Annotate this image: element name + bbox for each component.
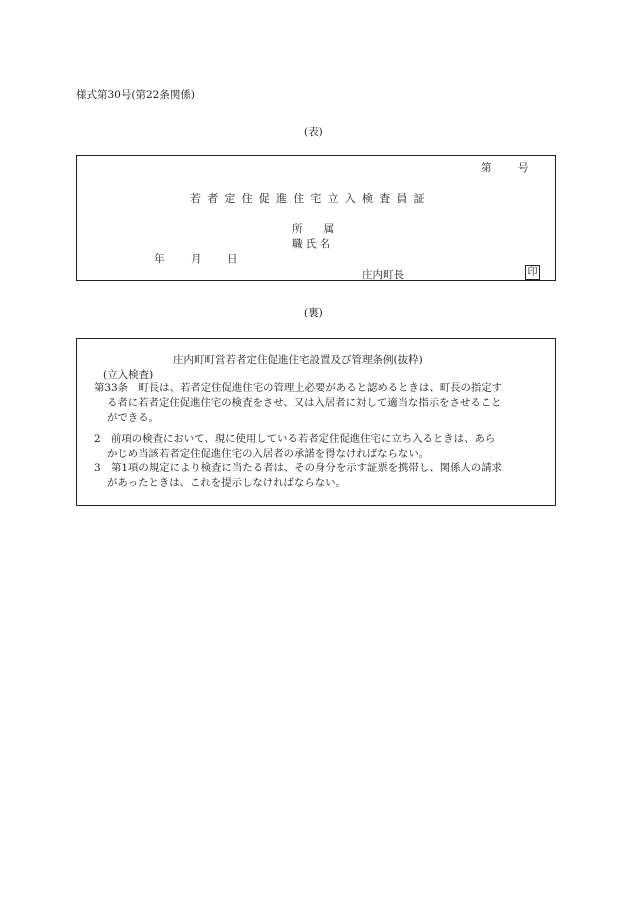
date-day: 日 — [227, 253, 238, 265]
article-33-line-2: る者に若者定住促進住宅の検査をさせ、又は入居者に対して適当な指示をさせること — [107, 396, 502, 409]
back-side-label: (裏) — [304, 307, 323, 319]
affiliation-label: 所 属 — [292, 223, 334, 235]
article-33-line-1: 第33条 町長は、若者定住促進住宅の管理上必要があると認めるときは、町長の指定す — [94, 382, 503, 394]
paragraph-2-line-1: 2 前項の検査において、現に使用している若者定住促進住宅に立ち入るときは、あら — [94, 433, 496, 445]
card-title: 若者定住促進住宅立入検査員証 — [190, 192, 431, 205]
number-label: 第 — [481, 162, 492, 174]
name-label: 職 氏 名 — [292, 238, 331, 250]
paragraph-3-line-1: 3 第1項の規定により検査に当たる者は、その身分を示す証票を携帯し、関係人の請求 — [94, 462, 503, 474]
date-month: 月 — [191, 253, 202, 265]
article-33-line-3: ができる。 — [107, 411, 159, 424]
seal-mark: 印 — [525, 265, 540, 280]
paragraph-3 — [94, 461, 556, 491]
form-number: 様式第30号(第22条関係) — [76, 89, 195, 101]
id-card-front — [76, 155, 556, 281]
section-heading: (立入検査) — [103, 369, 154, 381]
front-side-label: (表) — [304, 126, 323, 138]
issuer: 庄内町長 — [362, 269, 404, 281]
paragraph-3-line-2: があったときは、これを提示しなければならない。 — [107, 476, 346, 489]
date-year: 年 — [154, 253, 165, 265]
article-33 — [94, 381, 556, 425]
ordinance-title: 庄内町町営若者定住促進住宅設置及び管理条例(抜粋) — [173, 354, 423, 366]
paragraph-2-line-2: かじめ当該若者定住促進住宅の入居者の承諾を得なければならない。 — [107, 447, 430, 460]
paragraph-2 — [94, 432, 556, 462]
number-suffix: 号 — [518, 162, 529, 174]
